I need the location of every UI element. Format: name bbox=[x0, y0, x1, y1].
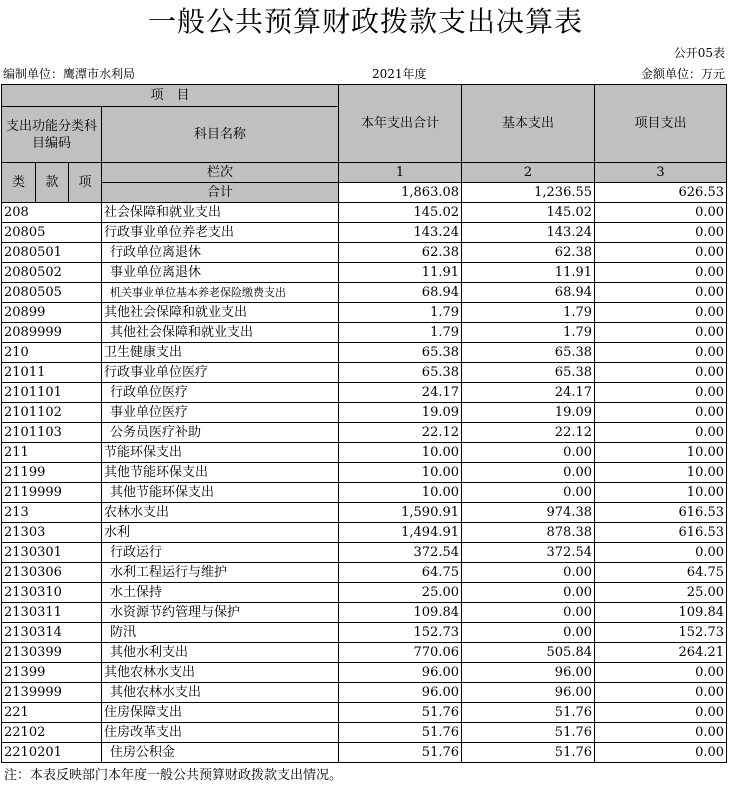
fiscal-year: 2021年度 bbox=[372, 67, 427, 81]
row-total: 11.91 bbox=[339, 263, 462, 283]
row-project: 0.00 bbox=[595, 223, 727, 243]
table-row bbox=[2, 383, 727, 403]
table-row bbox=[2, 543, 727, 563]
table-row bbox=[2, 243, 727, 263]
row-total: 65.38 bbox=[339, 343, 462, 363]
table-row bbox=[2, 403, 727, 423]
table-row bbox=[2, 463, 727, 483]
table-row bbox=[2, 363, 727, 383]
row-total: 96.00 bbox=[339, 683, 462, 703]
row-total: 152.73 bbox=[339, 623, 462, 643]
row-code: 213 bbox=[2, 503, 102, 523]
row-total: 19.09 bbox=[339, 403, 462, 423]
table-row bbox=[2, 263, 727, 283]
row-project: 264.21 bbox=[595, 643, 727, 663]
row-code: 2089999 bbox=[2, 323, 102, 343]
row-total: 1.79 bbox=[339, 303, 462, 323]
row-name: 其他节能环保支出 bbox=[102, 483, 339, 503]
row-name: 其他农林水支出 bbox=[102, 683, 339, 703]
row-code: 2130306 bbox=[2, 563, 102, 583]
row-project: 64.75 bbox=[595, 563, 727, 583]
header-col-project: 项目支出 bbox=[595, 85, 727, 163]
row-code: 2119999 bbox=[2, 483, 102, 503]
row-name: 水利 bbox=[102, 523, 339, 543]
row-total: 51.76 bbox=[339, 703, 462, 723]
table-row bbox=[2, 743, 727, 763]
row-total: 65.38 bbox=[339, 363, 462, 383]
row-code: 2080502 bbox=[2, 263, 102, 283]
row-name: 行政单位医疗 bbox=[102, 383, 339, 403]
row-project: 109.84 bbox=[595, 603, 727, 623]
row-name: 机关事业单位基本养老保险缴费支出 bbox=[102, 283, 339, 303]
page-title: 一般公共预算财政拨款支出决算表 bbox=[147, 5, 583, 38]
row-basic: 145.02 bbox=[462, 203, 595, 223]
table-row bbox=[2, 303, 727, 323]
table-row bbox=[2, 663, 727, 683]
row-total: 1,590.91 bbox=[339, 503, 462, 523]
row-code: 2130301 bbox=[2, 543, 102, 563]
row-project: 0.00 bbox=[595, 743, 727, 763]
row-basic: 24.17 bbox=[462, 383, 595, 403]
footnote: 注：本表反映部门本年度一般公共预算财政拨款支出情况。 bbox=[4, 768, 343, 783]
row-code: 2130314 bbox=[2, 623, 102, 643]
row-basic: 505.84 bbox=[462, 643, 595, 663]
row-name: 卫生健康支出 bbox=[102, 343, 339, 363]
header-item: 项 目 bbox=[2, 85, 339, 107]
row-code: 2101102 bbox=[2, 403, 102, 423]
row-total: 96.00 bbox=[339, 663, 462, 683]
header-n2: 2 bbox=[462, 163, 595, 183]
header-name: 科目名称 bbox=[102, 107, 339, 163]
row-basic: 51.76 bbox=[462, 703, 595, 723]
row-basic: 11.91 bbox=[462, 263, 595, 283]
row-total: 68.94 bbox=[339, 283, 462, 303]
row-code: 221 bbox=[2, 703, 102, 723]
row-basic: 878.38 bbox=[462, 523, 595, 543]
row-total: 372.54 bbox=[339, 543, 462, 563]
row-code: 21011 bbox=[2, 363, 102, 383]
row-basic: 1.79 bbox=[462, 323, 595, 343]
row-name: 公务员医疗补助 bbox=[102, 423, 339, 443]
row-code: 22102 bbox=[2, 723, 102, 743]
row-basic: 62.38 bbox=[462, 243, 595, 263]
row-total: 22.12 bbox=[339, 423, 462, 443]
row-code: 2130399 bbox=[2, 643, 102, 663]
row-code: 2130310 bbox=[2, 583, 102, 603]
table-row bbox=[2, 623, 727, 643]
row-total: 10.00 bbox=[339, 443, 462, 463]
row-name: 住房保障支出 bbox=[102, 703, 339, 723]
row-project: 0.00 bbox=[595, 323, 727, 343]
table-row bbox=[2, 563, 727, 583]
header-n1: 1 bbox=[339, 163, 462, 183]
row-code: 2210201 bbox=[2, 743, 102, 763]
row-basic: 65.38 bbox=[462, 363, 595, 383]
row-code: 211 bbox=[2, 443, 102, 463]
row-project: 0.00 bbox=[595, 663, 727, 683]
row-name: 住房改革支出 bbox=[102, 723, 339, 743]
row-basic: 0.00 bbox=[462, 603, 595, 623]
row-basic: 0.00 bbox=[462, 463, 595, 483]
table-row bbox=[2, 443, 727, 463]
row-name: 其他社会保障和就业支出 bbox=[102, 303, 339, 323]
header-lei: 类 bbox=[2, 163, 36, 203]
row-project: 0.00 bbox=[595, 703, 727, 723]
row-project: 0.00 bbox=[595, 343, 727, 363]
row-code: 2080505 bbox=[2, 283, 102, 303]
row-name: 农林水支出 bbox=[102, 503, 339, 523]
row-basic: 974.38 bbox=[462, 503, 595, 523]
table-row bbox=[2, 203, 727, 223]
row-total: 51.76 bbox=[339, 743, 462, 763]
row-basic: 143.24 bbox=[462, 223, 595, 243]
row-code: 21399 bbox=[2, 663, 102, 683]
row-total: 770.06 bbox=[339, 643, 462, 663]
row-basic: 0.00 bbox=[462, 563, 595, 583]
row-total: 1.79 bbox=[339, 323, 462, 343]
row-project: 0.00 bbox=[595, 403, 727, 423]
row-basic: 0.00 bbox=[462, 483, 595, 503]
row-basic: 51.76 bbox=[462, 743, 595, 763]
row-code: 208 bbox=[2, 203, 102, 223]
row-total: 1,494.91 bbox=[339, 523, 462, 543]
total-label: 合计 bbox=[102, 183, 339, 203]
row-basic: 65.38 bbox=[462, 343, 595, 363]
row-code: 2130311 bbox=[2, 603, 102, 623]
row-basic: 96.00 bbox=[462, 663, 595, 683]
row-project: 0.00 bbox=[595, 303, 727, 323]
row-basic: 372.54 bbox=[462, 543, 595, 563]
row-project: 0.00 bbox=[595, 723, 727, 743]
row-code: 20899 bbox=[2, 303, 102, 323]
row-total: 64.75 bbox=[339, 563, 462, 583]
row-total: 109.84 bbox=[339, 603, 462, 623]
row-name: 行政运行 bbox=[102, 543, 339, 563]
row-code: 2101103 bbox=[2, 423, 102, 443]
row-basic: 0.00 bbox=[462, 443, 595, 463]
row-code: 21303 bbox=[2, 523, 102, 543]
row-basic: 0.00 bbox=[462, 623, 595, 643]
row-basic: 68.94 bbox=[462, 283, 595, 303]
row-name: 节能环保支出 bbox=[102, 443, 339, 463]
header-n3: 3 bbox=[595, 163, 727, 183]
row-code: 2080501 bbox=[2, 243, 102, 263]
total-total: 1,863.08 bbox=[339, 183, 462, 203]
row-total: 10.00 bbox=[339, 483, 462, 503]
expenditure-table bbox=[1, 84, 727, 763]
row-basic: 22.12 bbox=[462, 423, 595, 443]
row-project: 0.00 bbox=[595, 363, 727, 383]
row-project: 616.53 bbox=[595, 523, 727, 543]
row-name: 社会保障和就业支出 bbox=[102, 203, 339, 223]
row-project: 0.00 bbox=[595, 543, 727, 563]
row-project: 0.00 bbox=[595, 203, 727, 223]
row-code: 21199 bbox=[2, 463, 102, 483]
row-name: 其他水利支出 bbox=[102, 643, 339, 663]
row-project: 152.73 bbox=[595, 623, 727, 643]
form-number: 公开05表 bbox=[673, 46, 725, 60]
row-basic: 19.09 bbox=[462, 403, 595, 423]
row-name: 行政单位离退休 bbox=[102, 243, 339, 263]
row-basic: 1.79 bbox=[462, 303, 595, 323]
row-project: 25.00 bbox=[595, 583, 727, 603]
row-total: 24.17 bbox=[339, 383, 462, 403]
table-row bbox=[2, 583, 727, 603]
row-name: 水利工程运行与维护 bbox=[102, 563, 339, 583]
row-total: 51.76 bbox=[339, 723, 462, 743]
row-total: 10.00 bbox=[339, 463, 462, 483]
row-code: 210 bbox=[2, 343, 102, 363]
header-lanci: 栏次 bbox=[102, 163, 339, 183]
table-row bbox=[2, 723, 727, 743]
row-name: 事业单位医疗 bbox=[102, 403, 339, 423]
table-row bbox=[2, 643, 727, 663]
row-total: 62.38 bbox=[339, 243, 462, 263]
table-row bbox=[2, 703, 727, 723]
header-xiang: 项 bbox=[69, 163, 102, 203]
table-row bbox=[2, 683, 727, 703]
row-name: 防汛 bbox=[102, 623, 339, 643]
table-row bbox=[2, 223, 727, 243]
row-name: 其他农林水支出 bbox=[102, 663, 339, 683]
table-row bbox=[2, 283, 727, 303]
row-code: 2101101 bbox=[2, 383, 102, 403]
row-name: 事业单位离退休 bbox=[102, 263, 339, 283]
row-total: 143.24 bbox=[339, 223, 462, 243]
table-row bbox=[2, 343, 727, 363]
table-row bbox=[2, 323, 727, 343]
row-name: 其他节能环保支出 bbox=[102, 463, 339, 483]
header-col-total: 本年支出合计 bbox=[339, 85, 462, 163]
row-name: 水土保持 bbox=[102, 583, 339, 603]
total-project: 626.53 bbox=[595, 183, 727, 203]
header-kuan: 款 bbox=[36, 163, 69, 203]
table-row bbox=[2, 523, 727, 543]
table-row bbox=[2, 423, 727, 443]
header-col-basic: 基本支出 bbox=[462, 85, 595, 163]
table-row bbox=[2, 603, 727, 623]
row-project: 10.00 bbox=[595, 483, 727, 503]
row-name: 行政事业单位养老支出 bbox=[102, 223, 339, 243]
header-func-code: 支出功能分类科目编码 bbox=[2, 107, 102, 163]
row-project: 0.00 bbox=[595, 683, 727, 703]
row-name: 水资源节约管理与保护 bbox=[102, 603, 339, 623]
money-unit: 金额单位：万元 bbox=[640, 67, 725, 81]
row-total: 145.02 bbox=[339, 203, 462, 223]
row-project: 0.00 bbox=[595, 383, 727, 403]
table-row bbox=[2, 483, 727, 503]
table-row bbox=[2, 503, 727, 523]
compiling-unit: 编制单位：鹰潭市水利局 bbox=[3, 67, 136, 81]
row-code: 2139999 bbox=[2, 683, 102, 703]
row-basic: 96.00 bbox=[462, 683, 595, 703]
row-project: 616.53 bbox=[595, 503, 727, 523]
row-name: 其他社会保障和就业支出 bbox=[102, 323, 339, 343]
row-name: 住房公积金 bbox=[102, 743, 339, 763]
row-basic: 51.76 bbox=[462, 723, 595, 743]
row-total: 25.00 bbox=[339, 583, 462, 603]
row-project: 0.00 bbox=[595, 283, 727, 303]
row-name: 行政事业单位医疗 bbox=[102, 363, 339, 383]
row-project: 0.00 bbox=[595, 423, 727, 443]
row-basic: 0.00 bbox=[462, 583, 595, 603]
row-code: 20805 bbox=[2, 223, 102, 243]
row-project: 10.00 bbox=[595, 443, 727, 463]
row-project: 10.00 bbox=[595, 463, 727, 483]
total-basic: 1,236.55 bbox=[462, 183, 595, 203]
row-project: 0.00 bbox=[595, 243, 727, 263]
row-project: 0.00 bbox=[595, 263, 727, 283]
